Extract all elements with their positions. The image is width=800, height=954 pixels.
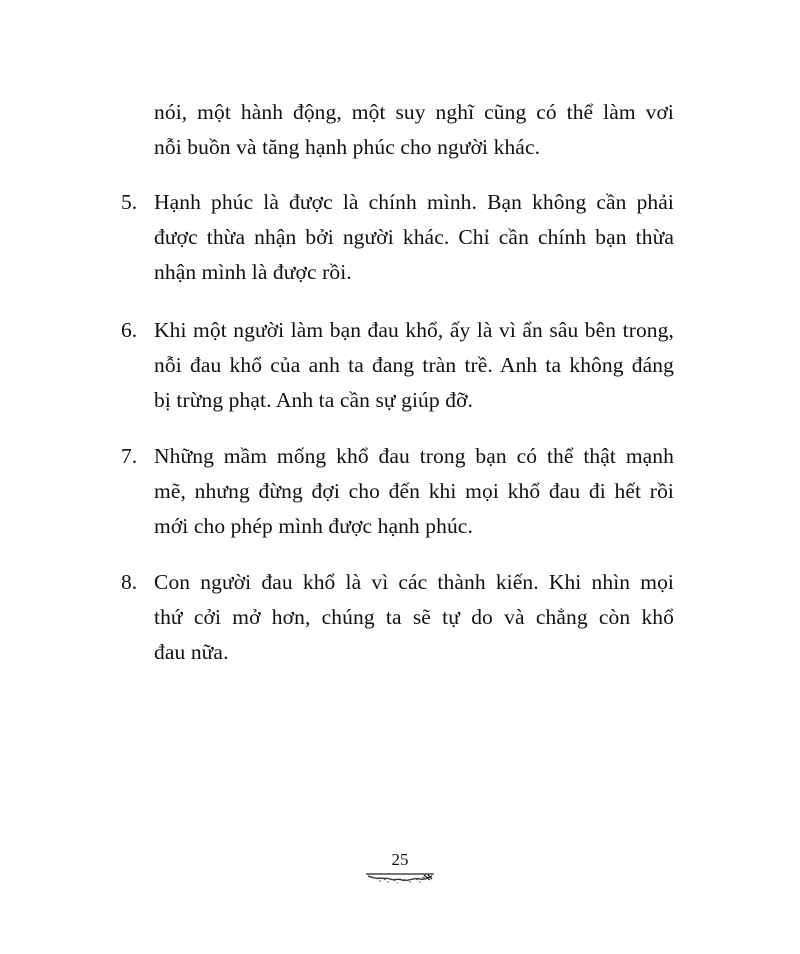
intro-line-2: nỗi buồn và tăng hạnh phúc cho người khác. <box>154 135 541 159</box>
item-8-line-1: Con người đau khổ là vì các thành kiến. Khi nhìn mọi <box>154 570 674 594</box>
item-7-line-2: mẽ, nhưng đừng đợi cho đến khi mọi khổ đau đi hết rồi <box>154 479 674 503</box>
item-6-line-3: bị trừng phạt. Anh ta cần sự giúp đỡ. <box>154 388 474 412</box>
item-8-line-2: thứ cởi mở hơn, chúng ta sẽ tự do và chẳng còn khổ <box>154 605 674 629</box>
item-5-line-2: được thừa nhận bởi người khác. Chỉ cần chính bạn thừa <box>154 225 674 249</box>
page-number: 25 <box>391 850 409 869</box>
item-5-number: 5. <box>121 190 138 214</box>
item-6-number: 6. <box>121 318 138 342</box>
item-7-line-3: mới cho phép mình được hạnh phúc. <box>154 514 473 538</box>
item-7-line-1: Những mầm mống khổ đau trong bạn có thể thật mạnh <box>154 444 674 468</box>
item-6-line-1: Khi một người làm bạn đau khổ, ấy là vì ẩn sâu bên trong, <box>154 318 674 342</box>
item-5-line-3: nhận mình là được rồi. <box>154 260 352 284</box>
item-7-number: 7. <box>121 444 138 468</box>
footer-ornament <box>364 871 436 885</box>
intro-line-1: nói, một hành động, một suy nghĩ cũng có thể làm vơi <box>154 100 674 124</box>
item-6-line-2: nỗi đau khổ của anh ta đang tràn trề. Anh ta không đáng <box>154 353 674 377</box>
item-8-line-3: đau nữa. <box>154 640 229 664</box>
item-8-number: 8. <box>121 570 138 594</box>
item-5-line-1: Hạnh phúc là được là chính mình. Bạn không cần phải <box>154 190 674 214</box>
